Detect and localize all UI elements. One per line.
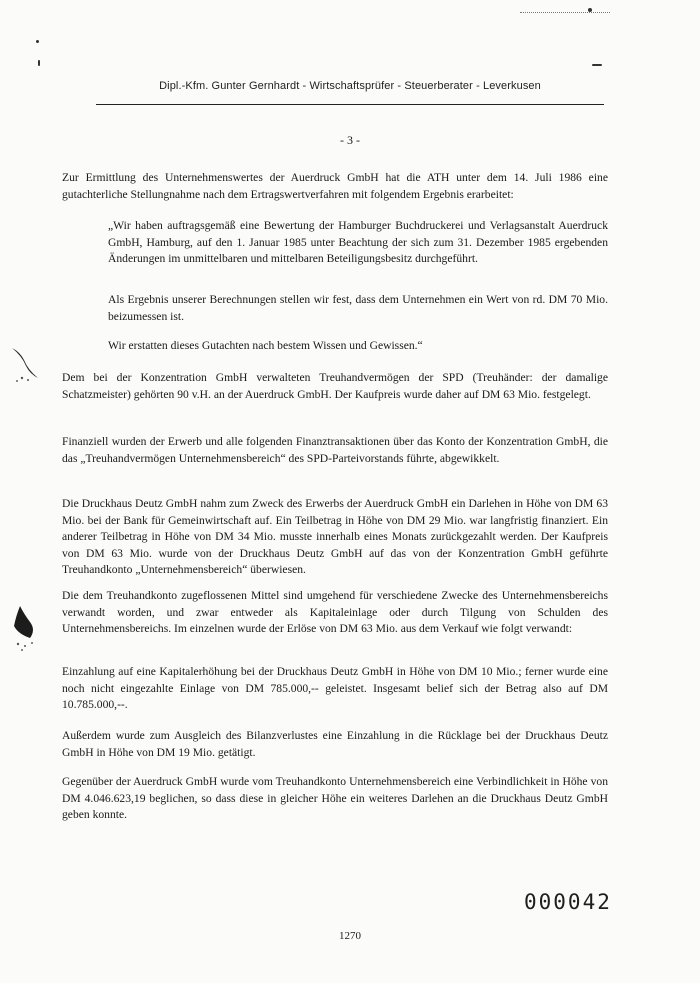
scan-artifact-top-right [520, 12, 610, 13]
scan-speck [38, 60, 40, 66]
paragraph-verbindlichkeit: Gegenüber der Auerdruck GmbH wurde vom Treuhandkonto Unternehmensbereich eine Verbindlichkeit in Höhe von DM 4.046.623,19 beglichen, so dass diese in gleicher Höhe ein weiteres Darlehen an die Druckhaus Deutz GmbH geben konnte. [62, 775, 608, 821]
paragraph-kapitalerhoehung: Einzahlung auf eine Kapitalerhöhung bei der Druckhaus Deutz GmbH in Höhe von DM 10 Mio.; ferner wurde eine noch nicht eingezahlte Einlage von DM 785.000,-- geleistet. Insgesamt belief sich der Betrag also auf DM 10.785.000,--. [62, 665, 608, 711]
quote-paragraph-3: Wir erstatten dieses Gutachten nach bestem Wissen und Gewissen.“ [108, 339, 423, 352]
paragraph-finanzierung: Finanziell wurden der Erwerb und alle folgenden Finanztransaktionen über das Konto der Konzentration GmbH, die das „Treuhandvermögen Unternehmensbereich“ des SPD-Parteivorstands führte, abgewikkelt. [62, 435, 608, 465]
scan-speck [36, 40, 39, 43]
quote-paragraph-2: Als Ergebnis unserer Berechnungen stellen wir fest, dass dem Unternehmen ein Wert von rd. DM 70 Mio. beizumessen ist. [108, 293, 608, 323]
paragraph-ruecklage: Außerdem wurde zum Ausgleich des Bilanzverlustes eine Einzahlung in die Rücklage bei der Druckhaus Deutz GmbH in Höhe von DM 19 Mio. getätigt. [62, 729, 608, 759]
paragraph-intro: Zur Ermittlung des Unternehmenswertes der Auerdruck GmbH hat die ATH unter dem 14. Juli 1986 eine gutachterliche Stellungnahme nach dem Ertragswertverfahren mit folgendem Ergebnis erarbeitet: [62, 171, 608, 201]
scan-speck [592, 64, 602, 66]
paragraph-darlehen: Die Druckhaus Deutz GmbH nahm zum Zweck des Erwerbs der Auerdruck GmbH ein Darlehen in Höhe von DM 63 Mio. bei der Bank für Gemeinwirtschaft auf. Ein Teilbetrag in Höhe von DM 29 Mio. war langfristig finanziert. Ein anderer Teilbetrag in Höhe von DM 34 Mio. musste innerhalb eines Monats zurückgezahlt werden. Der Kaufpreis von DM 63 Mio. wurde von der Druckhaus Deutz GmbH auf das von der Konzentration GmbH geführte Treuhandkonto „Unternehmensbereich“ überwiesen. [62, 497, 608, 576]
hole-punch-mark-lower [8, 600, 42, 654]
paragraph-treuhand: Dem bei der Konzentration GmbH verwalteten Treuhandvermögen der SPD (Treuhänder: der damalige Schatzmeister) gehörten 90 v.H. an der Auerdruck GmbH. Der Kaufpreis wurde daher auf DM 63 Mio. festgelegt. [62, 371, 608, 401]
scan-speck [588, 8, 592, 12]
document-stamp-number: 000042 [524, 890, 612, 914]
page-number-marker: - 3 - [340, 133, 360, 147]
hole-punch-mark-upper [8, 340, 42, 384]
header-rule [96, 104, 604, 105]
quote-paragraph-1: „Wir haben auftragsgemäß eine Bewertung der Hamburger Buchdruckerei und Verlagsanstalt Auerdruck GmbH, Hamburg, auf den 1. Januar 1985 unter Beachtung der sich zum 31. Dezember 1985 ergebenden Änderungen im unmittelbaren und mittelbaren Beteiligungsbesitz durchgeführt. [108, 219, 608, 265]
letterhead: Dipl.-Kfm. Gunter Gernhardt - Wirtschaftsprüfer - Steuerberater - Leverkusen [159, 80, 541, 92]
footer-page-number: 1270 [339, 930, 361, 942]
paragraph-mittelverwendung: Die dem Treuhandkonto zugeflossenen Mittel sind umgehend für verschiedene Zwecke des Unternehmensbereichs verwandt worden, und zwar entweder als Kapitaleinlage oder durch Tilgung von Schulden des Unternehmensbereichs. Im einzelnen wurde der Erlöse von DM 63 Mio. aus dem Verkauf wie folgt verwandt: [62, 589, 608, 635]
